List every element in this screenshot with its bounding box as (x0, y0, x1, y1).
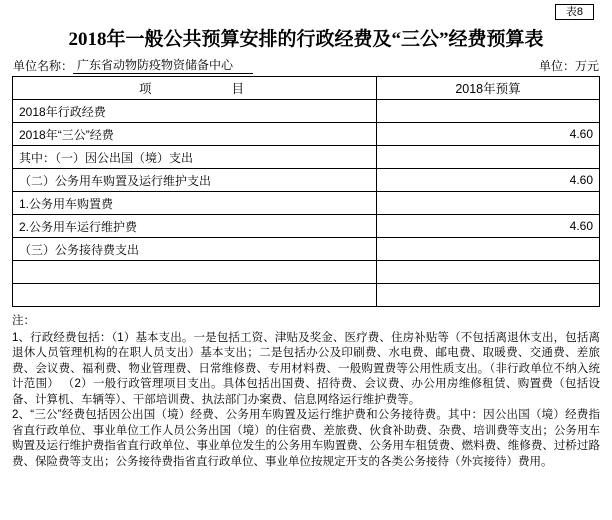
table-header-row (13, 77, 600, 100)
row-label: 2018年“三公”经费 (13, 123, 377, 146)
table-row (13, 100, 600, 123)
table-row (13, 169, 600, 192)
row-label: 2.公务用车运行维护费 (13, 215, 377, 238)
unit-name-label: 单位名称： (13, 59, 74, 73)
table-row (13, 238, 600, 261)
row-label: （二）公务用车购置及运行维护支出 (13, 169, 377, 192)
table-row (13, 146, 600, 169)
row-label: 1.公务用车购置费 (13, 192, 377, 215)
row-amount: 4.60 (376, 215, 599, 238)
row-amount (376, 192, 599, 215)
table-tag-row (12, 4, 600, 20)
note-item-2: 2、“三公”经费包括因公出国（境）经费、公务用车购置及运行维护费和公务接待费。其中：因公出国（境）经费指省直行政单位、事业单位工作人员公务出国（境）的住宿费、差旅费、伙食补助费、杂费、培训费等支出；公务用车购置及运行维护费指省直行政单位、事业单位发生的公务用车购置费、公务用车租赁费、燃料费、维修费、过桥过路费、保险费等支出；公务接待费指省直行政单位、事业单位按规定开支的各类公务接待（外宾接待）费用。 (12, 409, 600, 468)
table-tag: 表8 (555, 4, 594, 20)
table-row (13, 123, 600, 146)
notes-title: 注： (12, 315, 35, 327)
row-label: （三）公务接待费支出 (13, 238, 377, 261)
unit-name-value: 广东省动物防疫物资储备中心 (73, 56, 253, 74)
notes-section (12, 314, 600, 470)
row-label (13, 261, 377, 284)
row-label: 其中：（一）因公出国（境）支出 (13, 146, 377, 169)
table-head (13, 77, 600, 100)
table-body (13, 100, 600, 307)
unit-measure: 单位：万元 (538, 59, 599, 73)
row-amount: 4.60 (376, 123, 599, 146)
row-label: 2018年行政经费 (13, 100, 377, 123)
table-row (13, 284, 600, 307)
row-amount (376, 261, 599, 284)
row-label (13, 284, 377, 307)
row-amount: 4.60 (376, 169, 599, 192)
row-amount (376, 100, 599, 123)
column-header-budget: 2018年预算 (376, 77, 599, 100)
page-title: 2018年一般公共预算安排的行政经费及“三公”经费预算表 (68, 29, 544, 50)
row-amount (376, 284, 599, 307)
column-header-item: 项 目 (13, 77, 377, 100)
row-amount (376, 146, 599, 169)
subheader (12, 56, 600, 76)
table-row (13, 215, 600, 238)
note-item-1: 1、行政经费包括：（1）基本支出。一是包括工资、津贴及奖金、医疗费、住房补贴等（不包括离退休支出，包括离退休人员管理机构的在职人员支出）基本支出；二是包括办公及印刷费、水电费、邮电费、取暖费、交通费、差旅费、会议费、福利费、物业管理费、日常维修费、专用材料费、一般购置费等公用性质支出。（非行政单位不纳入统计范围） （2）一般行政管理项目支出。具体包括出国费、招待费、会议费、办公用房维修租赁、购置费（包括设备、计算机、车辆等）、干部培训费、执法部门办案费、信息网络运行维护费等。 (12, 331, 600, 406)
table-row (13, 261, 600, 284)
unit-name-group (13, 56, 253, 74)
budget-table (12, 76, 600, 307)
table-row (13, 192, 600, 215)
row-amount (376, 238, 599, 261)
